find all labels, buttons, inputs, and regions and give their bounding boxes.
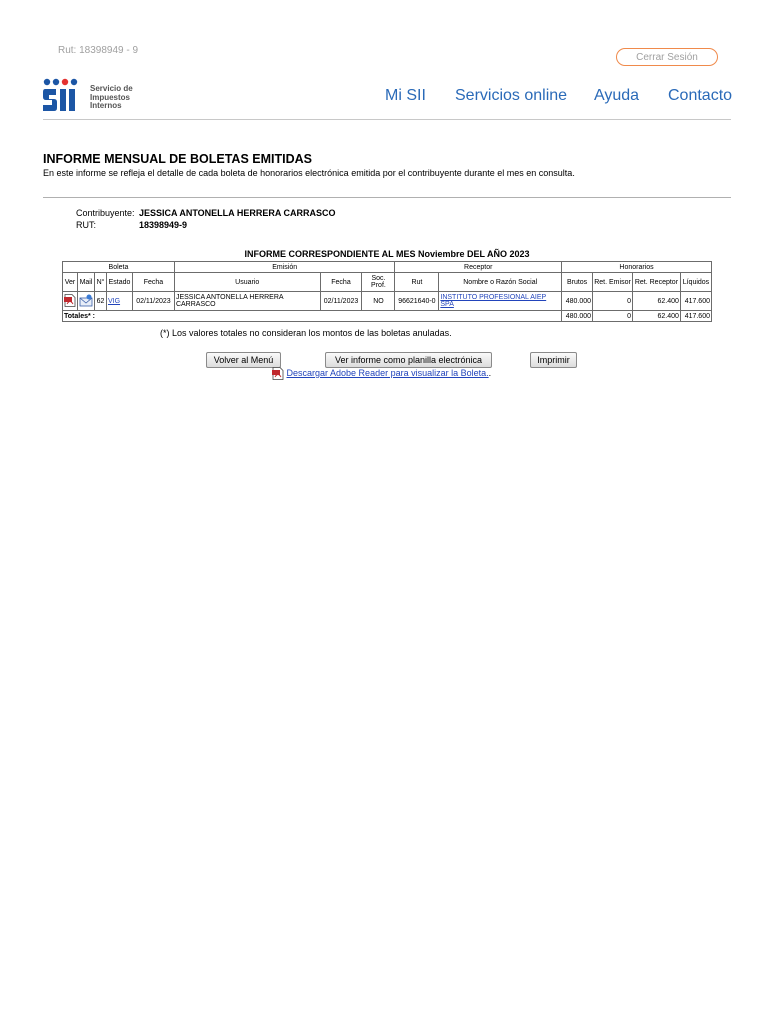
total-ret-receptor: 62.400 <box>632 311 680 322</box>
cell-brutos: 480.000 <box>562 292 593 311</box>
nav-contacto[interactable]: Contacto <box>668 87 733 104</box>
col-estado: Estado <box>106 273 132 292</box>
table-group-header-row <box>63 262 712 273</box>
header-rut: Rut: 18398949 - 9 <box>58 45 139 56</box>
col-mail: Mail <box>78 273 95 292</box>
contribuyente-name: JESSICA ANTONELLA HERRERA CARRASCO <box>139 208 336 218</box>
group-emision: Emisión <box>174 262 394 273</box>
totals-row <box>63 311 712 322</box>
download-reader-link[interactable]: Descargar Adobe Reader para visualizar la Boleta. <box>286 367 489 378</box>
cell-fecha: 02/11/2023 <box>132 292 174 311</box>
cell-ret-emisor: 0 <box>593 292 633 311</box>
cell-soc-prof: NO <box>362 292 395 311</box>
col-rut: Rut <box>395 273 439 292</box>
col-nombre: Nombre o Razón Social <box>439 273 562 292</box>
print-button[interactable]: Imprimir <box>530 352 577 368</box>
back-to-menu-button[interactable]: Volver al Menú <box>206 352 281 368</box>
cell-estado[interactable] <box>106 292 132 311</box>
mail-icon[interactable] <box>79 294 93 307</box>
cell-fecha-emision: 02/11/2023 <box>320 292 362 311</box>
totals-label: Totales* : <box>63 311 562 322</box>
cell-nombre[interactable] <box>439 292 562 311</box>
nav-mi-sii[interactable]: Mi SII <box>385 87 426 104</box>
cell-liquidos: 417.600 <box>680 292 711 311</box>
rut-label: RUT: <box>76 220 96 230</box>
download-reader <box>272 367 491 380</box>
group-receptor: Receptor <box>395 262 562 273</box>
col-numero: N° <box>95 273 107 292</box>
col-fecha-emision: Fecha <box>320 273 362 292</box>
page-subtitle: En este informe se refleja el detalle de cada boleta de honorarios electrónica emitida por el contribuyente durante el mes en consulta. <box>43 168 575 178</box>
page-title: INFORME MENSUAL DE BOLETAS EMITIDAS <box>43 152 312 166</box>
mail-cell[interactable] <box>78 292 95 311</box>
view-pdf-cell[interactable] <box>63 292 78 311</box>
cell-numero: 62 <box>95 292 107 311</box>
col-ver: Ver <box>63 273 78 292</box>
pdf-icon[interactable] <box>64 294 76 307</box>
report-title: INFORME CORRESPONDIENTE AL MES Noviembre DEL AÑO 2023 <box>244 249 530 259</box>
sii-logo[interactable] <box>42 78 142 114</box>
cell-usuario: JESSICA ANTONELLA HERRERA CARRASCO <box>174 292 320 311</box>
cell-ret-receptor: 62.400 <box>632 292 680 311</box>
spreadsheet-button[interactable]: Ver informe como planilla electrónica <box>325 352 492 368</box>
col-ret-emisor: Ret. Emisor <box>593 273 633 292</box>
sii-logo-text: Servicio de Impuestos Internos <box>90 84 133 110</box>
table-row <box>63 292 712 311</box>
col-fecha: Fecha <box>132 273 174 292</box>
col-brutos: Brutos <box>562 273 593 292</box>
estado-link[interactable]: VIG <box>107 297 121 305</box>
col-liquidos: Líquidos <box>680 273 711 292</box>
receptor-link[interactable]: INSTITUTO PROFESIONAL AIEP SPA <box>440 294 547 308</box>
logout-button[interactable]: Cerrar Sesión <box>616 48 718 66</box>
section-divider <box>43 197 731 198</box>
header-divider <box>43 119 731 120</box>
nav-ayuda[interactable]: Ayuda <box>594 87 640 104</box>
download-suffix: . <box>488 367 492 378</box>
group-honorarios: Honorarios <box>562 262 712 273</box>
col-usuario: Usuario <box>174 273 320 292</box>
cell-rut: 96621640-0 <box>395 292 439 311</box>
col-ret-receptor: Ret. Receptor <box>632 273 680 292</box>
rut-value: 18398949-9 <box>139 220 188 230</box>
total-ret-emisor: 0 <box>593 311 633 322</box>
col-soc-prof: Soc. Prof. <box>362 273 395 292</box>
group-boleta: Boleta <box>63 262 175 273</box>
boletas-table <box>62 261 712 322</box>
contribuyente-label: Contribuyente: <box>76 208 135 218</box>
total-liquidos: 417.600 <box>680 311 711 322</box>
table-column-header-row <box>63 273 712 292</box>
total-brutos: 480.000 <box>562 311 593 322</box>
pdf-icon <box>272 367 284 380</box>
nav-servicios-online[interactable]: Servicios online <box>455 87 568 104</box>
totals-note: (*) Los valores totales no consideran los montos de las boletas anuladas. <box>160 328 452 338</box>
